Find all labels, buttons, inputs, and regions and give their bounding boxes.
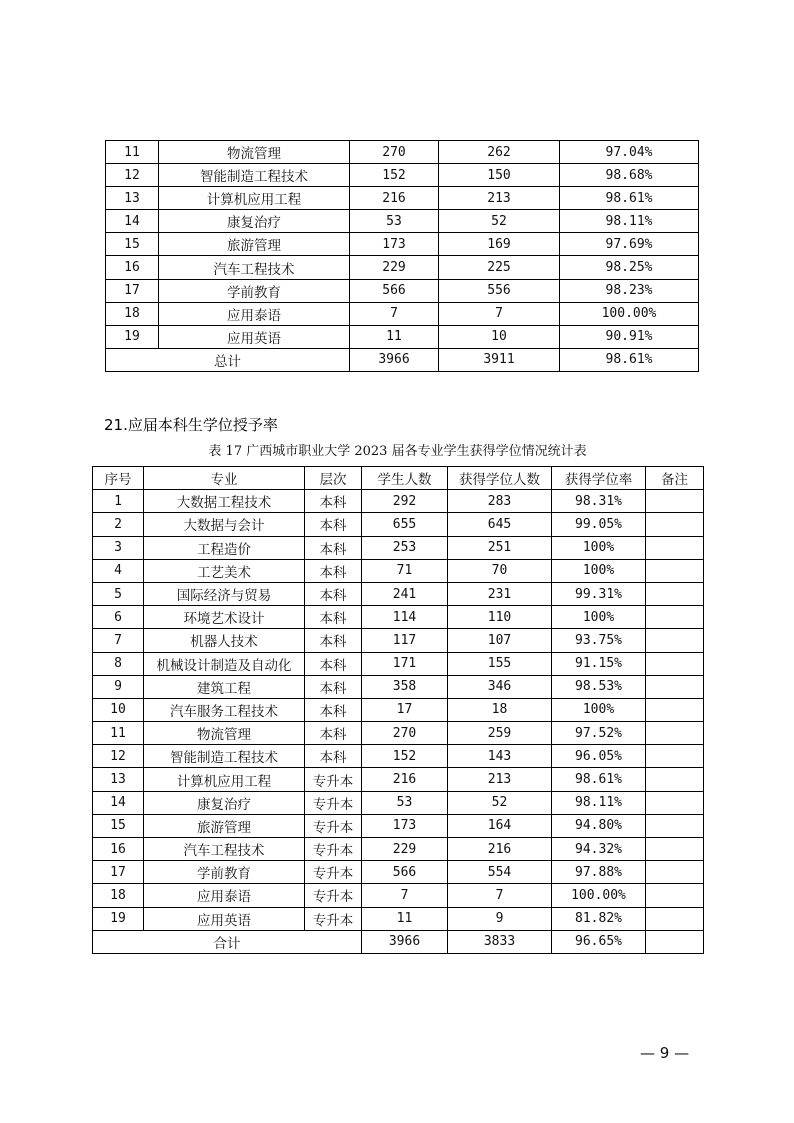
cell-degrees: 216 (448, 838, 552, 861)
cell-students: 117 (362, 629, 448, 652)
cell-major: 计算机应用工程 (159, 187, 350, 210)
cell-note (646, 884, 704, 907)
table-row (93, 536, 704, 559)
cell-no: 13 (93, 768, 144, 791)
cell-rate: 98.23% (560, 279, 699, 302)
cell-no: 17 (93, 861, 144, 884)
cell-note (646, 536, 704, 559)
cell-note (646, 513, 704, 536)
table-row (106, 325, 699, 348)
cell-rate: 100% (552, 536, 646, 559)
cell-degrees: 213 (448, 768, 552, 791)
cell-graduated: 556 (439, 279, 560, 302)
cell-students: 114 (362, 606, 448, 629)
cell-rate: 93.75% (552, 629, 646, 652)
cell-no: 14 (93, 791, 144, 814)
cell-major: 汽车工程技术 (144, 838, 305, 861)
cell-no: 16 (106, 256, 159, 279)
cell-students: 53 (350, 210, 439, 233)
total-row (106, 348, 699, 371)
table-row (93, 814, 704, 837)
cell-note (646, 606, 704, 629)
cell-no: 11 (106, 141, 159, 164)
cell-rate: 100% (552, 559, 646, 582)
cell-no: 19 (93, 907, 144, 930)
cell-no: 15 (106, 233, 159, 256)
cell-level: 本科 (305, 722, 362, 745)
cell-students: 216 (362, 768, 448, 791)
cell-major: 物流管理 (159, 141, 350, 164)
table-row (93, 698, 704, 721)
cell-rate: 98.11% (552, 791, 646, 814)
cell-graduated: 225 (439, 256, 560, 279)
cell-degrees: 143 (448, 745, 552, 768)
header-rate: 获得学位率 (552, 467, 646, 490)
cell-rate: 94.32% (552, 838, 646, 861)
cell-degrees: 9 (448, 907, 552, 930)
cell-no: 5 (93, 582, 144, 605)
table-header-row (93, 467, 704, 490)
cell-no: 12 (93, 745, 144, 768)
cell-major: 建筑工程 (144, 675, 305, 698)
cell-students: 173 (350, 233, 439, 256)
cell-students: 11 (362, 907, 448, 930)
cell-students: 152 (350, 164, 439, 187)
cell-graduated: 169 (439, 233, 560, 256)
cell-note (646, 652, 704, 675)
table-row (93, 606, 704, 629)
total-students: 3966 (350, 348, 439, 371)
cell-level: 本科 (305, 559, 362, 582)
cell-level: 本科 (305, 606, 362, 629)
total-label: 总计 (106, 348, 350, 371)
cell-note (646, 675, 704, 698)
table-row (106, 233, 699, 256)
cell-no: 2 (93, 513, 144, 536)
table-row (93, 490, 704, 513)
cell-no: 16 (93, 838, 144, 861)
total-students: 3966 (362, 930, 448, 953)
total-degrees: 3833 (448, 930, 552, 953)
cell-no: 9 (93, 675, 144, 698)
cell-degrees: 18 (448, 698, 552, 721)
header-degrees: 获得学位人数 (448, 467, 552, 490)
cell-level: 专升本 (305, 768, 362, 791)
cell-students: 270 (362, 722, 448, 745)
cell-no: 18 (93, 884, 144, 907)
cell-graduated: 52 (439, 210, 560, 233)
cell-graduated: 213 (439, 187, 560, 210)
cell-major: 工艺美术 (144, 559, 305, 582)
cell-students: 229 (350, 256, 439, 279)
cell-degrees: 231 (448, 582, 552, 605)
cell-no: 12 (106, 164, 159, 187)
cell-level: 本科 (305, 698, 362, 721)
cell-major: 学前教育 (144, 861, 305, 884)
cell-students: 566 (362, 861, 448, 884)
cell-note (646, 838, 704, 861)
cell-degrees: 283 (448, 490, 552, 513)
cell-students: 566 (350, 279, 439, 302)
total-row (93, 930, 704, 953)
cell-level: 本科 (305, 582, 362, 605)
cell-rate: 94.80% (552, 814, 646, 837)
total-note (646, 930, 704, 953)
cell-rate: 98.25% (560, 256, 699, 279)
cell-rate: 97.69% (560, 233, 699, 256)
cell-students: 173 (362, 814, 448, 837)
cell-rate: 98.61% (560, 187, 699, 210)
cell-major: 应用英语 (159, 325, 350, 348)
total-graduated: 3911 (439, 348, 560, 371)
cell-level: 专升本 (305, 814, 362, 837)
cell-rate: 96.05% (552, 745, 646, 768)
cell-no: 19 (106, 325, 159, 348)
cell-degrees: 52 (448, 791, 552, 814)
cell-rate: 100.00% (560, 302, 699, 325)
cell-degrees: 346 (448, 675, 552, 698)
cell-no: 18 (106, 302, 159, 325)
cell-level: 本科 (305, 675, 362, 698)
table-row (93, 768, 704, 791)
cell-degrees: 7 (448, 884, 552, 907)
cell-rate: 98.31% (552, 490, 646, 513)
cell-rate: 90.91% (560, 325, 699, 348)
table-row (106, 141, 699, 164)
cell-level: 本科 (305, 490, 362, 513)
cell-major: 康复治疗 (159, 210, 350, 233)
cell-major: 机器人技术 (144, 629, 305, 652)
cell-no: 7 (93, 629, 144, 652)
cell-major: 应用英语 (144, 907, 305, 930)
graduation-table-body (106, 141, 699, 372)
table-row (106, 279, 699, 302)
cell-major: 学前教育 (159, 279, 350, 302)
cell-students: 358 (362, 675, 448, 698)
cell-level: 本科 (305, 536, 362, 559)
total-rate: 98.61% (560, 348, 699, 371)
table-row (93, 838, 704, 861)
cell-degrees: 70 (448, 559, 552, 582)
cell-major: 物流管理 (144, 722, 305, 745)
table-row (93, 907, 704, 930)
cell-no: 8 (93, 652, 144, 675)
cell-degrees: 155 (448, 652, 552, 675)
cell-no: 1 (93, 490, 144, 513)
cell-major: 旅游管理 (159, 233, 350, 256)
cell-major: 计算机应用工程 (144, 768, 305, 791)
cell-graduated: 10 (439, 325, 560, 348)
page-number: — 9 — (640, 1044, 690, 1062)
cell-major: 汽车工程技术 (159, 256, 350, 279)
cell-rate: 100% (552, 606, 646, 629)
cell-students: 171 (362, 652, 448, 675)
cell-degrees: 251 (448, 536, 552, 559)
cell-note (646, 722, 704, 745)
cell-rate: 98.11% (560, 210, 699, 233)
total-rate: 96.65% (552, 930, 646, 953)
cell-rate: 99.31% (552, 582, 646, 605)
cell-no: 15 (93, 814, 144, 837)
cell-rate: 100% (552, 698, 646, 721)
cell-students: 53 (362, 791, 448, 814)
cell-major: 康复治疗 (144, 791, 305, 814)
graduation-table-continued (105, 140, 699, 372)
cell-degrees: 259 (448, 722, 552, 745)
cell-students: 292 (362, 490, 448, 513)
table-row (106, 210, 699, 233)
cell-major: 大数据与会计 (144, 513, 305, 536)
cell-note (646, 814, 704, 837)
degree-award-table (92, 466, 704, 954)
cell-students: 229 (362, 838, 448, 861)
cell-note (646, 559, 704, 582)
header-note: 备注 (646, 467, 704, 490)
cell-students: 655 (362, 513, 448, 536)
table-row (93, 513, 704, 536)
cell-students: 7 (350, 302, 439, 325)
table-row (93, 629, 704, 652)
cell-note (646, 745, 704, 768)
table-row (93, 675, 704, 698)
cell-rate: 97.52% (552, 722, 646, 745)
cell-level: 专升本 (305, 907, 362, 930)
table-row (106, 256, 699, 279)
cell-no: 10 (93, 698, 144, 721)
cell-rate: 98.68% (560, 164, 699, 187)
cell-note (646, 629, 704, 652)
cell-note (646, 907, 704, 930)
cell-rate: 100.00% (552, 884, 646, 907)
cell-rate: 97.04% (560, 141, 699, 164)
cell-level: 本科 (305, 629, 362, 652)
cell-degrees: 164 (448, 814, 552, 837)
table-row (93, 652, 704, 675)
cell-level: 专升本 (305, 861, 362, 884)
cell-degrees: 645 (448, 513, 552, 536)
cell-major: 环境艺术设计 (144, 606, 305, 629)
cell-students: 216 (350, 187, 439, 210)
cell-students: 7 (362, 884, 448, 907)
cell-no: 11 (93, 722, 144, 745)
cell-students: 11 (350, 325, 439, 348)
cell-major: 机械设计制造及自动化 (144, 652, 305, 675)
table-row (93, 722, 704, 745)
cell-no: 17 (106, 279, 159, 302)
table-caption: 表 17 广西城市职业大学 2023 届各专业学生获得学位情况统计表 (208, 444, 587, 459)
cell-students: 17 (362, 698, 448, 721)
table-row (106, 187, 699, 210)
cell-note (646, 768, 704, 791)
cell-rate: 98.61% (552, 768, 646, 791)
cell-graduated: 7 (439, 302, 560, 325)
cell-major: 工程造价 (144, 536, 305, 559)
cell-note (646, 698, 704, 721)
cell-students: 241 (362, 582, 448, 605)
cell-note (646, 582, 704, 605)
cell-rate: 81.82% (552, 907, 646, 930)
cell-level: 本科 (305, 745, 362, 768)
cell-graduated: 150 (439, 164, 560, 187)
cell-students: 71 (362, 559, 448, 582)
cell-major: 旅游管理 (144, 814, 305, 837)
header-level: 层次 (305, 467, 362, 490)
cell-rate: 91.15% (552, 652, 646, 675)
cell-level: 专升本 (305, 791, 362, 814)
cell-rate: 97.88% (552, 861, 646, 884)
section-title: 21.应届本科生学位授予率 (104, 416, 278, 434)
cell-no: 3 (93, 536, 144, 559)
cell-note (646, 791, 704, 814)
cell-students: 270 (350, 141, 439, 164)
cell-degrees: 554 (448, 861, 552, 884)
cell-rate: 98.53% (552, 675, 646, 698)
cell-level: 专升本 (305, 884, 362, 907)
cell-major: 智能制造工程技术 (144, 745, 305, 768)
cell-degrees: 107 (448, 629, 552, 652)
degree-table-body (93, 490, 704, 954)
cell-note (646, 861, 704, 884)
cell-level: 本科 (305, 652, 362, 675)
cell-no: 14 (106, 210, 159, 233)
cell-rate: 99.05% (552, 513, 646, 536)
cell-students: 152 (362, 745, 448, 768)
cell-degrees: 110 (448, 606, 552, 629)
cell-major: 汽车服务工程技术 (144, 698, 305, 721)
cell-graduated: 262 (439, 141, 560, 164)
header-students: 学生人数 (362, 467, 448, 490)
cell-level: 本科 (305, 513, 362, 536)
table-row (93, 582, 704, 605)
table-row (93, 791, 704, 814)
table-row (106, 302, 699, 325)
header-major: 专业 (144, 467, 305, 490)
table-row (106, 164, 699, 187)
cell-no: 6 (93, 606, 144, 629)
cell-major: 应用泰语 (144, 884, 305, 907)
cell-note (646, 490, 704, 513)
total-label: 合计 (93, 930, 362, 953)
table-row (93, 745, 704, 768)
table-row (93, 559, 704, 582)
cell-major: 大数据工程技术 (144, 490, 305, 513)
cell-no: 13 (106, 187, 159, 210)
cell-major: 智能制造工程技术 (159, 164, 350, 187)
table-row (93, 861, 704, 884)
header-no: 序号 (93, 467, 144, 490)
cell-level: 专升本 (305, 838, 362, 861)
cell-no: 4 (93, 559, 144, 582)
cell-major: 应用泰语 (159, 302, 350, 325)
cell-major: 国际经济与贸易 (144, 582, 305, 605)
table-row (93, 884, 704, 907)
cell-students: 253 (362, 536, 448, 559)
